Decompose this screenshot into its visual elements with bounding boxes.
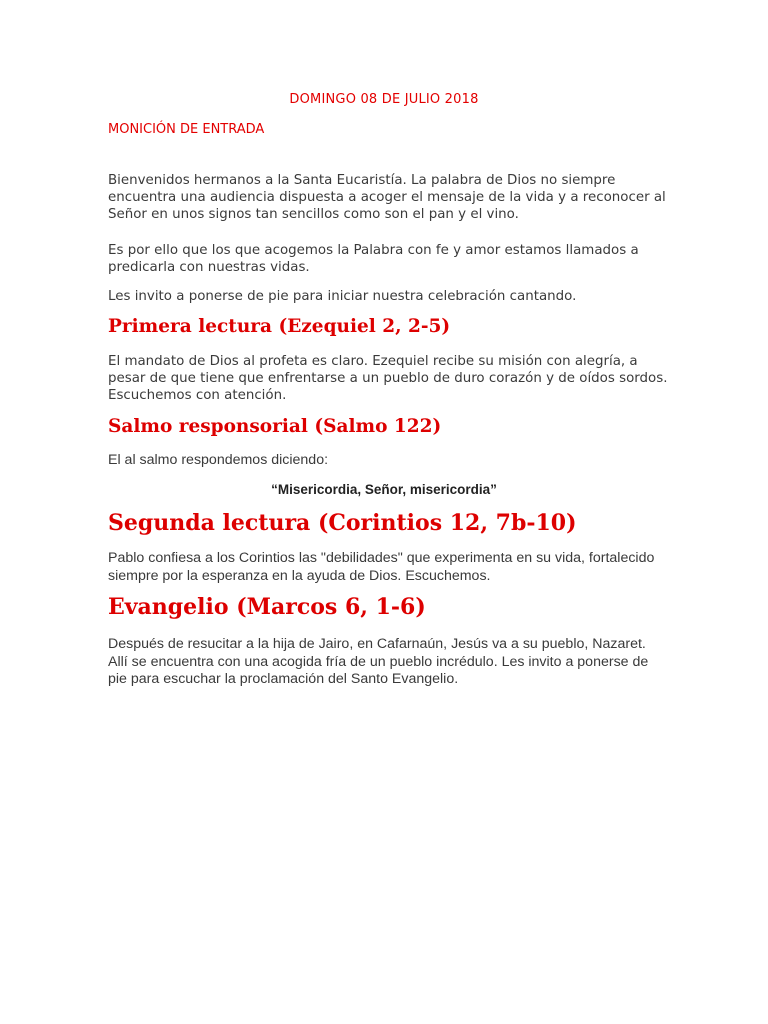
first-reading-heading: Primera lectura (Ezequiel 2, 2-5) bbox=[108, 316, 451, 337]
date-title: DOMINGO 08 DE JULIO 2018 bbox=[289, 92, 479, 107]
entrance-paragraph-welcome: Bienvenidos hermanos a la Santa Eucaristía. La palabra de Dios no siempre encuentra una audiencia dispuesta a acoger el mensaje de la vida y a reconocer al Señor en unos signos tan sencillos como son el pan y el vino. bbox=[108, 173, 666, 222]
entrance-monition-title: MONICIÓN DE ENTRADA bbox=[108, 122, 265, 137]
gospel-text: Después de resucitar a la hija de Jairo, en Cafarnaún, Jesús va a su pueblo, Nazaret. Allí se encuentra con una acogida fría de un pueblo incrédulo. Les invito a ponerse de pie para escuchar la proclamación del Santo Evangelio. bbox=[108, 636, 649, 687]
entrance-paragraph-invite: Les invito a ponerse de pie para iniciar nuestra celebración cantando. bbox=[108, 289, 577, 304]
second-reading-text: Pablo confiesa a los Corintios las "debilidades" que experimenta en su vida, fortalecido siempre por la esperanza en la ayuda de Dios. Escuchemos. bbox=[108, 550, 655, 584]
first-reading-text: El mandato de Dios al profeta es claro. Ezequiel recibe su misión con alegría, a pesar de que tiene que enfrentarse a un pueblo de duro corazón y de oídos sordos. Escuchemos con atención. bbox=[108, 354, 668, 403]
psalm-text: El al salmo respondemos diciendo: bbox=[108, 452, 329, 468]
second-reading-heading: Segunda lectura (Corintios 12, 7b-10) bbox=[108, 510, 577, 536]
gospel-heading: Evangelio (Marcos 6, 1-6) bbox=[108, 594, 426, 620]
entrance-paragraph-preach: Es por ello que los que acogemos la Palabra con fe y amor estamos llamados a predicarla con nuestras vidas. bbox=[108, 243, 639, 275]
psalm-response: “Misericordia, Señor, misericordia” bbox=[271, 482, 497, 497]
psalm-heading: Salmo responsorial (Salmo 122) bbox=[108, 416, 442, 437]
